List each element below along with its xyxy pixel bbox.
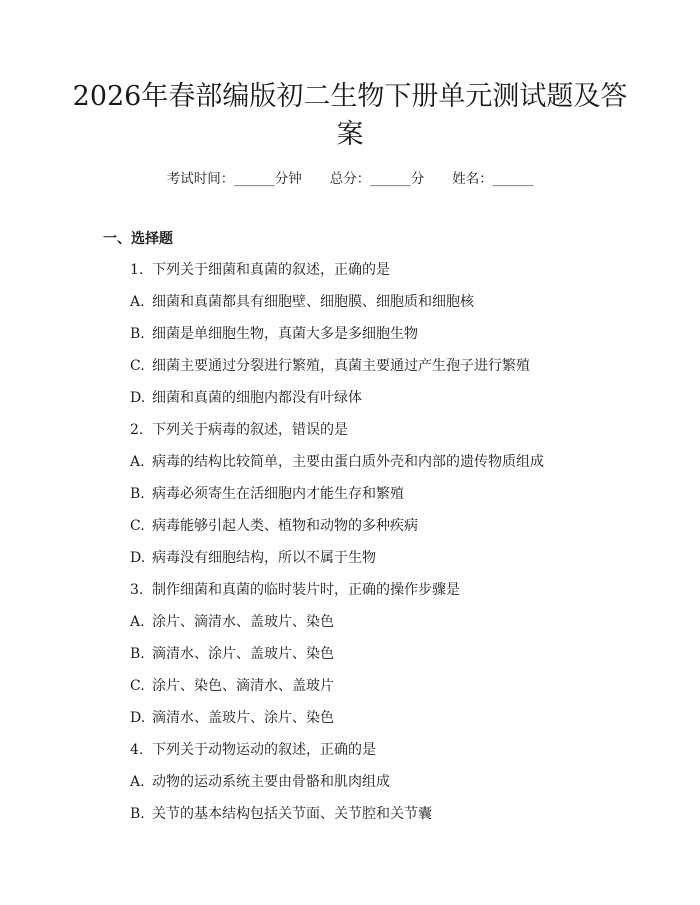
answer-option xyxy=(130,772,650,804)
option-text: 关节的基本结构包括关节面、关节腔和关节囊 xyxy=(152,806,432,822)
question-text: 下列关于动物运动的叙述，正确的是 xyxy=(152,742,376,758)
option-label: B. xyxy=(130,646,145,662)
answer-option xyxy=(130,708,650,740)
option-text: 涂片、滴清水、盖玻片、染色 xyxy=(152,614,334,630)
option-text: 动物的运动系统主要由骨骼和肌肉组成 xyxy=(152,774,390,790)
option-text: 病毒能够引起人类、植物和动物的多种疾病 xyxy=(152,518,418,534)
answer-option xyxy=(130,644,650,676)
option-label: A. xyxy=(130,774,145,790)
answer-option xyxy=(130,484,650,516)
option-label: A. xyxy=(130,614,145,630)
student-name-field: 姓名：______ xyxy=(452,171,534,187)
option-label: B. xyxy=(130,806,145,822)
option-text: 细菌和真菌都具有细胞壁、细胞膜、细胞质和细胞核 xyxy=(152,294,474,310)
section-title: 一、选择题 xyxy=(103,231,173,247)
question-number: 4. xyxy=(130,742,144,758)
exam-info-line xyxy=(0,170,700,188)
question-number: 1. xyxy=(130,262,144,278)
question-stem xyxy=(130,260,650,292)
option-label: A. xyxy=(130,454,145,470)
option-text: 滴清水、盖玻片、涂片、染色 xyxy=(152,710,334,726)
option-label: B. xyxy=(130,486,145,502)
question-list xyxy=(130,260,650,836)
question-text: 下列关于细菌和真菌的叙述，正确的是 xyxy=(152,262,390,278)
option-text: 病毒没有细胞结构，所以不属于生物 xyxy=(152,550,376,566)
question-stem xyxy=(130,420,650,452)
option-label: D. xyxy=(130,390,146,406)
option-label: B. xyxy=(130,326,145,342)
option-text: 病毒必须寄生在活细胞内才能生存和繁殖 xyxy=(152,486,404,502)
option-label: D. xyxy=(130,550,146,566)
question-text: 制作细菌和真菌的临时装片时，正确的操作步骤是 xyxy=(152,582,460,598)
question-text: 下列关于病毒的叙述，错误的是 xyxy=(152,422,348,438)
answer-option xyxy=(130,804,650,836)
exam-time-field: 考试时间：______分钟 xyxy=(166,171,302,187)
question-number: 2. xyxy=(130,422,144,438)
option-label: C. xyxy=(130,358,145,374)
option-text: 病毒的结构比较简单，主要由蛋白质外壳和内部的遗传物质组成 xyxy=(152,454,544,470)
option-text: 细菌和真菌的细胞内都没有叶绿体 xyxy=(152,390,362,406)
answer-option xyxy=(130,452,650,484)
option-label: A. xyxy=(130,294,145,310)
question-stem xyxy=(130,740,650,772)
option-text: 涂片、染色、滴清水、盖玻片 xyxy=(152,678,334,694)
answer-option xyxy=(130,388,650,420)
answer-option xyxy=(130,292,650,324)
document-title: 2026年春部编版初二生物下册单元测试题及答案 xyxy=(72,81,628,150)
answer-option xyxy=(130,676,650,708)
answer-option xyxy=(130,516,650,548)
answer-option xyxy=(130,612,650,644)
option-text: 滴清水、涂片、盖玻片、染色 xyxy=(152,646,334,662)
answer-option xyxy=(130,548,650,580)
option-label: C. xyxy=(130,678,145,694)
question-number: 3. xyxy=(130,582,144,598)
answer-option xyxy=(130,356,650,388)
answer-option xyxy=(130,324,650,356)
option-text: 细菌是单细胞生物，真菌大多是多细胞生物 xyxy=(152,326,418,342)
question-stem xyxy=(130,580,650,612)
option-label: C. xyxy=(130,518,145,534)
option-text: 细菌主要通过分裂进行繁殖，真菌主要通过产生孢子进行繁殖 xyxy=(152,358,530,374)
total-score-field: 总分：______分 xyxy=(329,171,425,187)
option-label: D. xyxy=(130,710,146,726)
